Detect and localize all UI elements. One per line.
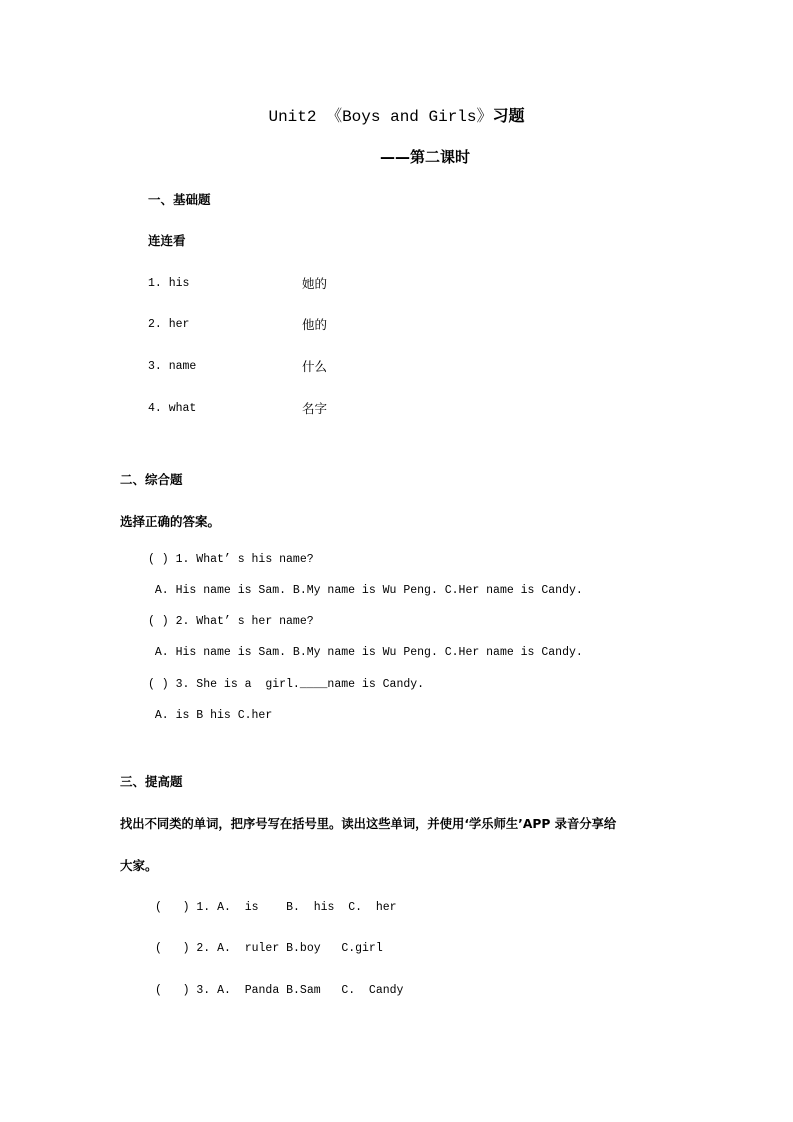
question-line: ( ) 1. What’ s his name? [148, 553, 314, 566]
question-line: ( ) 3. She is a girl.____name is Candy. [148, 678, 425, 691]
match-right-item: 他的 [302, 317, 328, 332]
question-line: ( ) 2. What’ s her name? [148, 615, 314, 628]
title-suffix: 习题 [492, 106, 525, 125]
match-left-item: 2. her [148, 318, 190, 331]
options-line: A. is B his C.her [148, 709, 273, 722]
options-line: A. His name is Sam. B.My name is Wu Peng. C.Her name is Candy. [148, 646, 583, 659]
match-right-item: 什么 [302, 359, 328, 374]
match-left-item: 4. what [148, 402, 197, 415]
match-right-item: 名字 [302, 401, 328, 416]
match-left-item: 3. name [148, 360, 197, 373]
match-right-item: 她的 [302, 276, 328, 291]
section3-instruction-cont: 大家。 [120, 858, 158, 873]
question-line: ( ) 3. A. Panda B.Sam C. Candy [155, 984, 404, 997]
options-line: A. His name is Sam. B.My name is Wu Peng. C.Her name is Candy. [148, 584, 583, 597]
question-line: ( ) 2. A. ruler B.boy C.girl [155, 942, 383, 955]
section3-heading: 三、提高题 [120, 774, 183, 789]
section3-instruction: 找出不同类的单词，把序号写在括号里。读出这些单词，并使用‘学乐师生’APP 录音分享给 [120, 817, 617, 831]
match-left-item: 1. his [148, 277, 190, 290]
section2-heading: 二、综合题 [120, 472, 183, 487]
question-line: ( ) 1. A. is B. his C. her [155, 901, 397, 914]
section1-instruction: 连连看 [148, 233, 186, 248]
section1-heading: 一、基础题 [148, 192, 211, 207]
title-text: Unit2 《Boys and Girls》 [268, 108, 493, 126]
document-subtitle: ——第二课时 [380, 148, 471, 166]
section2-instruction: 选择正确的答案。 [120, 514, 221, 529]
document-title [0, 108, 793, 125]
